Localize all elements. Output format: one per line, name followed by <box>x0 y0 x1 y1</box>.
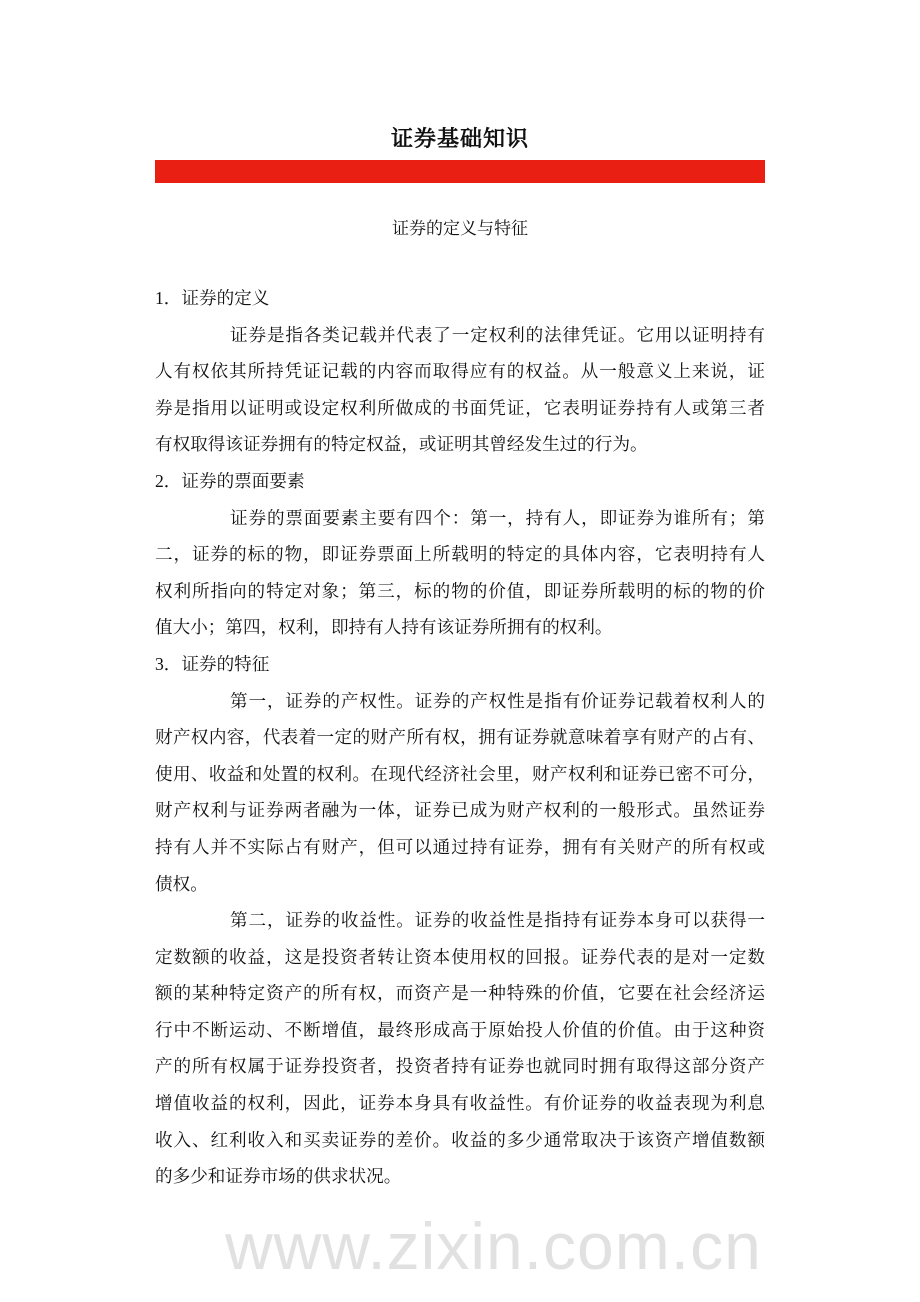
paragraph-line: 持有人并不实际占有财产，但可以通过持有证券，拥有有关财产的所有权或 <box>155 836 765 857</box>
paragraph-line: 财产权利与证券两者融为一体，证券已成为财产权利的一般形式。虽然证券 <box>155 800 765 821</box>
paragraph-line: 债权。 <box>155 873 208 894</box>
watermark: www.zixin.com.cn <box>225 1209 762 1283</box>
paragraph-line: 第二，证券的收益性。证券的收益性是指持有证券本身可以获得一 <box>230 910 765 931</box>
paragraph-line: 增值收益的权利，因此，证券本身具有收益性。有价证券的收益表现为利息 <box>155 1093 765 1114</box>
paragraph-line: 权利所指向的特定对象；第三，标的物的价值，即证券所载明的标的物的价 <box>155 580 765 601</box>
paragraph-line: 定数额的收益，这是投资者转让资本使用权的回报。证券代表的是对一定数 <box>155 946 765 967</box>
section-heading: 2．证券的票面要素 <box>155 470 305 491</box>
paragraph-line: 证券的票面要素主要有四个：第一，持有人，即证券为谁所有；第 <box>230 507 765 528</box>
paragraph-line: 值大小；第四，权利，即持有人持有该证券所拥有的权利。 <box>155 617 613 638</box>
paragraph-line: 人有权依其所持凭证记载的内容而取得应有的权益。从一般意义上来说，证 <box>155 361 765 382</box>
paragraph-line: 收入、红利收入和买卖证券的差价。收益的多少通常取决于该资产增值数额 <box>155 1129 765 1150</box>
paragraph-line: 证券是指各类记载并代表了一定权利的法律凭证。它用以证明持有 <box>230 324 765 345</box>
paragraph-line: 券是指用以证明或设定权利所做成的书面凭证，它表明证券持有人或第三者 <box>155 397 765 418</box>
document-body <box>155 280 765 1195</box>
paragraph-line: 使用、收益和处置的权利。在现代经济社会里，财产权利和证券已密不可分， <box>155 763 765 784</box>
paragraph-line: 有权取得该证券拥有的特定权益，或证明其曾经发生过的行为。 <box>155 434 648 455</box>
paragraph-line: 二，证券的标的物，即证券票面上所载明的特定的具体内容，它表明持有人 <box>155 544 765 565</box>
paragraph-line: 财产权内容，代表着一定的财产所有权，拥有证券就意味着享有财产的占有、 <box>155 727 765 748</box>
section-heading: 3．证券的特征 <box>155 653 270 674</box>
section-heading: 1．证券的定义 <box>155 288 270 308</box>
paragraph-line: 额的某种特定资产的所有权，而资产是一种特殊的价值，它要在社会经济运 <box>155 983 765 1004</box>
paragraph-line: 行中不断运动、不断增值，最终形成高于原始投人价值的价值。由于这种资 <box>155 1019 765 1040</box>
document-title: 证券基础知识 <box>390 127 529 152</box>
paragraph-line: 产的所有权属于证券投资者，投资者持有证券也就同时拥有取得这部分资产 <box>155 1056 765 1077</box>
paragraph-line: 的多少和证券市场的供求状况。 <box>155 1166 402 1187</box>
paragraph-line: 第一，证券的产权性。证券的产权性是指有价证券记载着权利人的 <box>230 690 765 711</box>
title-divider-bar <box>155 160 765 183</box>
section-subtitle: 证券的定义与特征 <box>392 219 528 238</box>
